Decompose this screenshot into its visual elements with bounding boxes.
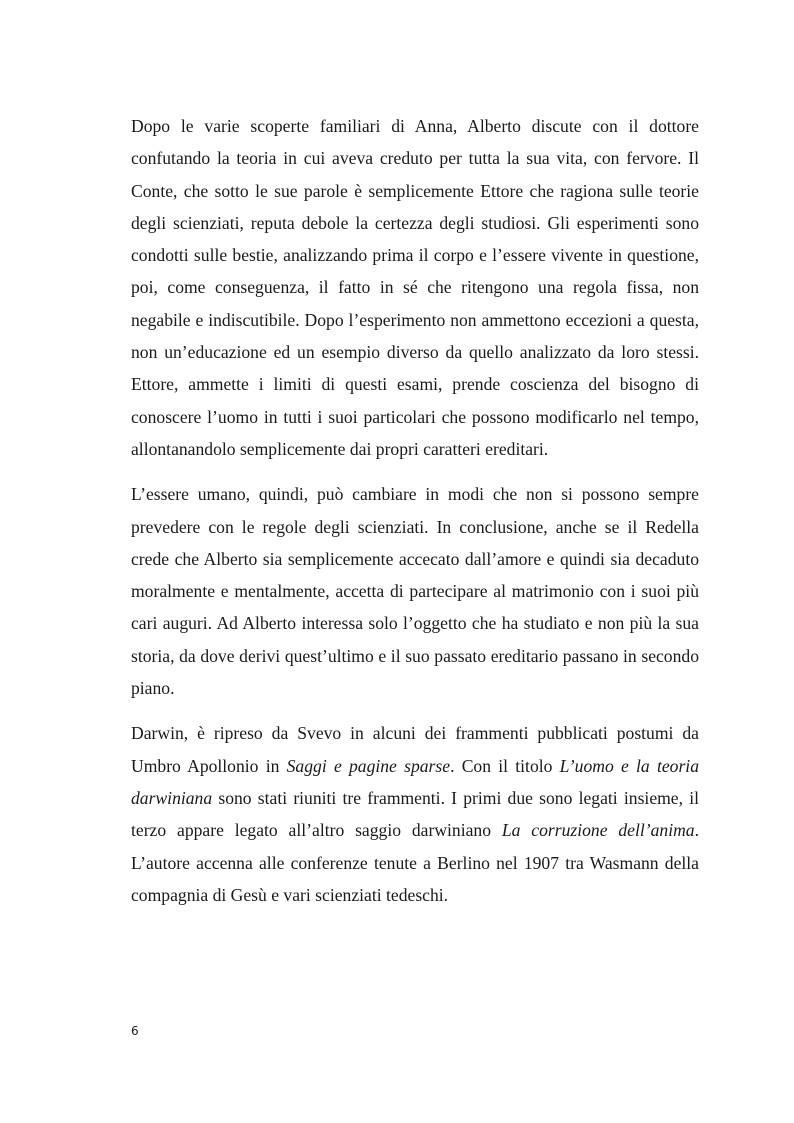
paragraph-3-text-3: sono stati riuniti tre frammenti. I primi due sono legati insieme, il terzo appare legato all’altro saggio darwiniano — [131, 787, 699, 841]
book-title-corruzione: La corruzione dell’anima — [501, 820, 695, 841]
paragraph-1: Dopo le varie scoperte familiari di Anna, Alberto discute con il dottore confutando la teoria in cui aveva creduto per tutta la sua vita, con fervore. Il Conte, che sotto le sue parole è semplicemente Ettore che ragiona sulle teorie degli scienziati, reputa debole la certezza degli studiosi. Gli esperimenti sono condotti sulle bestie, analizzando prima il corpo e l’essere vivente in questione, poi, come conseguenza, il fatto in sé che ritengono una regola fissa, non negabile e indiscutibile. Dopo l’esperimento non ammettono eccezioni a questa, non un’educazione ed un esempio diverso da quello analizzato da loro stessi. Ettore, ammette i limiti di questi esami, prende coscienza del bisogno di conoscere l’uomo in tutti i suoi particolari che possono modificarlo nel tempo, allontanandolo semplicemente dai propri caratteri ereditari. — [131, 116, 699, 459]
page-number: 6 — [131, 1024, 139, 1038]
paragraph-3-text-1: Darwin, è ripreso da Svevo in alcuni dei frammenti pubblicati postumi da Umbro Apollonio in — [131, 723, 699, 776]
paragraph-2: L’essere umano, quindi, può cambiare in modi che non si possono sempre prevedere con le regole degli scienziati. In conclusione, anche se il Redella crede che Alberto sia semplicemente accecato dall’amore e quindi sia decaduto moralmente e mentalmente, accetta di partecipare al matrimonio con i suoi più cari auguri. Ad Alberto interessa solo l’oggetto che ha studiato e non più la sua storia, da dove derivi quest’ultimo e il suo passato ereditario passano in secondo piano. — [131, 484, 699, 699]
body-text — [131, 110, 699, 924]
paragraph-3 — [131, 717, 699, 911]
book-title-saggi: Saggi e pagine sparse — [286, 755, 451, 776]
paragraph-3-text-4: . L’autore accenna alle conferenze tenute a Berlino nel 1907 tra Wasmann della compagnia di Gesù e vari scienziati tedeschi. — [131, 820, 699, 905]
book-title-uomo-teoria: L’uomo e la teoria darwiniana — [131, 755, 699, 808]
paragraph-3-text-2: . Con il titolo — [450, 755, 560, 776]
